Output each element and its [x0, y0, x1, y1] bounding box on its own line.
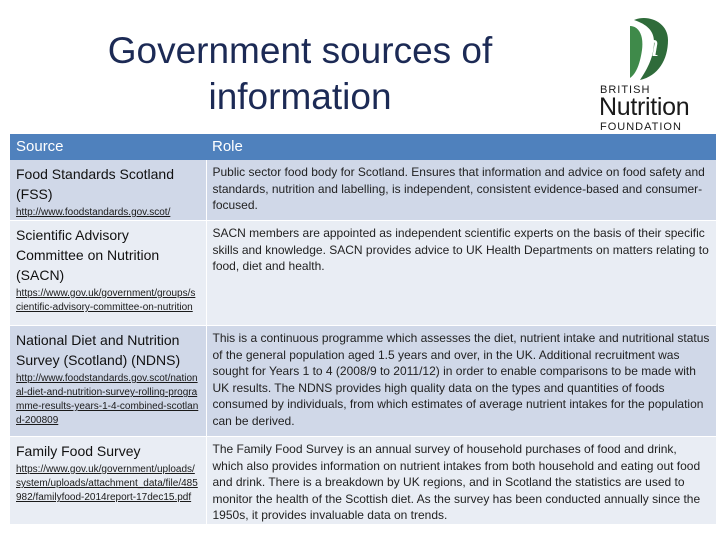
table-row: [10, 437, 716, 525]
source-link[interactable]: http://www.foodstandards.gov.scot/: [16, 207, 171, 218]
logo-text-nutrition: Nutrition: [599, 93, 690, 121]
table-row: [10, 221, 716, 326]
source-name: Food Standards Scotland (FSS): [16, 166, 174, 202]
source-link[interactable]: https://www.gov.uk/government/groups/scientific-advisory-committee-on-nutrition: [16, 288, 196, 313]
header-source: Source: [10, 134, 206, 160]
role-cell: [206, 221, 716, 326]
table-row: [10, 326, 716, 437]
slide-title: Government sources of information: [107, 30, 493, 117]
logo-text-foundation: FOUNDATION: [600, 121, 682, 133]
logo-text-british: BRITISH: [600, 84, 651, 96]
role-cell: [206, 437, 716, 525]
role-text: This is a continuous programme which assesses the diet, nutrient intake and nutritional status of the general population aged 1.5 years and over, in the UK. Additional recruitment was sought for Years 1 to 4 (2008/9 to 2011/12) in order to enable comparisons to be made with UK results. The NDNS provides high quality data on the types and quantities of foods consumed by individuals, from which estimates of average nutrient intakes for the population can be derived.: [212, 331, 710, 428]
role-text: The Family Food Survey is an annual survey of household purchases of food and drink, which also provides information on nutrient intakes from both household and eating out food and drink. There is a breakdown by UK regions, and in Scotland the statistics are used to monitor the health of the Scottish diet. As the survey has been conducted annually since the 1950s, it provides invaluable data on trends.: [212, 442, 701, 522]
table-header-row: [10, 134, 716, 160]
role-text: SACN members are appointed as independent scientific experts on the basis of their specific skills and knowledge. SACN provides advice to UK Health Departments on matters relating to food, diet and health.: [212, 226, 709, 273]
logo-mark-letter: n: [642, 27, 659, 64]
source-link[interactable]: https://www.gov.uk/government/uploads/system/uploads/attachment_data/file/485982/familyfood-2014report-17dec15.pdf: [16, 464, 198, 503]
role-text: Public sector food body for Scotland. Ensures that information and advice on food safety and standards, nutrition and labelling, is independent, consistent evidence-based and consumer-focused.: [212, 165, 705, 212]
source-cell: [10, 160, 206, 221]
source-cell: [10, 221, 206, 326]
role-cell: [206, 326, 716, 437]
header-role: Role: [206, 134, 716, 160]
source-name: Scientific Advisory Committee on Nutrition (SACN): [16, 227, 160, 283]
table-row: [10, 160, 716, 221]
sources-table: [10, 134, 716, 525]
source-name: National Diet and Nutrition Survey (Scotland) (NDNS): [16, 332, 181, 368]
role-cell: [206, 160, 716, 221]
source-name: Family Food Survey: [16, 443, 141, 459]
source-cell: [10, 437, 206, 525]
bnf-logo: [596, 14, 706, 133]
source-cell: [10, 326, 206, 437]
source-link[interactable]: http://www.foodstandards.gov.scot/national-diet-and-nutrition-survey-rolling-programme-results-years-1-4-combined-scotland-200809: [16, 373, 199, 426]
logo-n-icon: [628, 16, 672, 82]
